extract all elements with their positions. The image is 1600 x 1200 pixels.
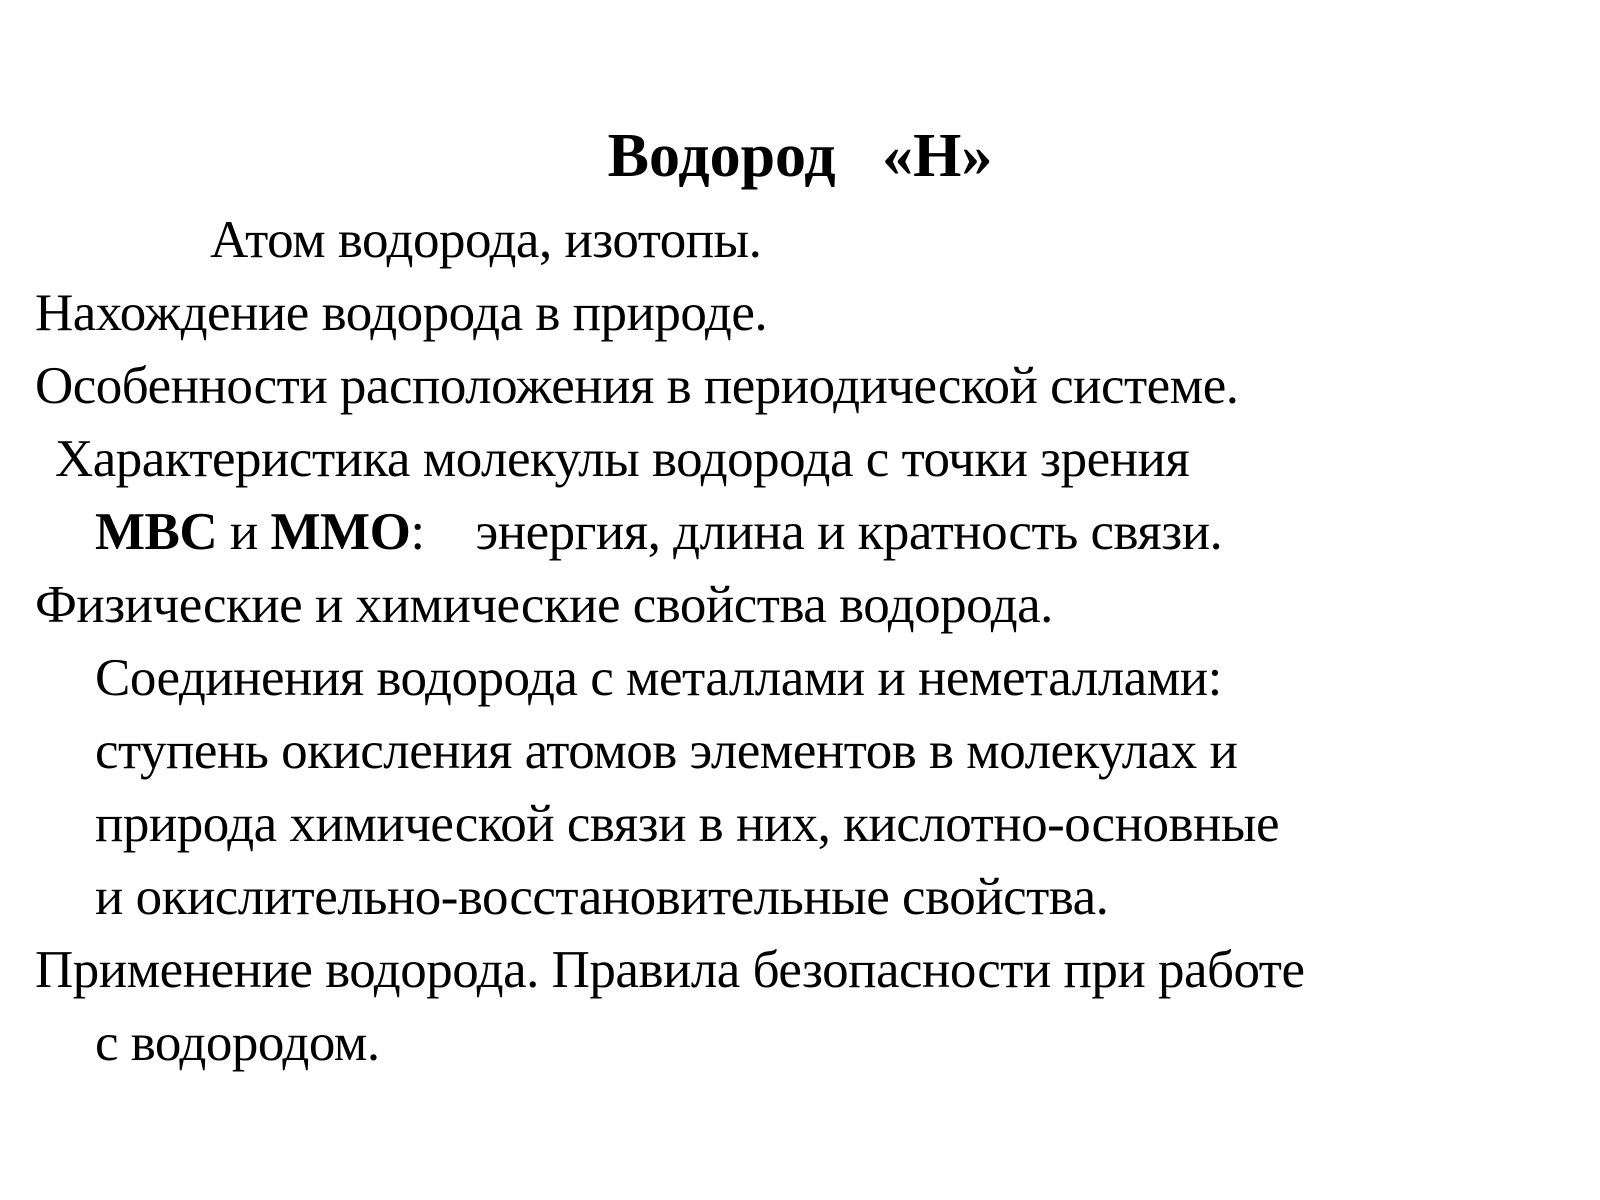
text-line (0, 642, 1600, 715)
text-line (0, 350, 1600, 423)
text-run: Нахождение водорода в природе. (35, 283, 768, 342)
text-run: Физические и химические свойства водорода. (35, 575, 1053, 634)
text-line (0, 277, 1600, 350)
text-run: с водородом. (95, 1013, 380, 1072)
text-line (0, 569, 1600, 642)
text-line (0, 861, 1600, 934)
text-line (0, 423, 1600, 496)
text-run: Атом водорода, изотопы. (210, 210, 762, 269)
text-line (0, 496, 1600, 569)
text-line (0, 204, 1600, 277)
text-run: Характеристика молекулы водорода с точки зрения (55, 429, 1190, 488)
text-line (0, 934, 1600, 1007)
slide-title: Водород «Н» (607, 122, 993, 190)
text-run: Особенности расположения в периодической системе. (35, 356, 1239, 415)
text-run: Соединения водорода с металлами и неметаллами: (95, 648, 1222, 707)
text-line (0, 715, 1600, 788)
text-run: ММО (270, 502, 411, 561)
text-line (0, 788, 1600, 861)
text-run: Применение водорода. Правила безопасности при работе (35, 940, 1305, 999)
text-run: и окислительно-восстановительные свойства. (95, 867, 1109, 926)
text-line (0, 1007, 1600, 1080)
text-run: ступень окисления атомов элементов в молекулах и (95, 721, 1238, 780)
slide-body (0, 204, 1600, 1080)
text-run: : энергия, длина и кратность связи. (410, 502, 1223, 561)
text-run: МВС (95, 502, 218, 561)
text-run: природа химической связи в них, кислотно-основные (95, 794, 1279, 853)
text-run: и (217, 502, 271, 561)
